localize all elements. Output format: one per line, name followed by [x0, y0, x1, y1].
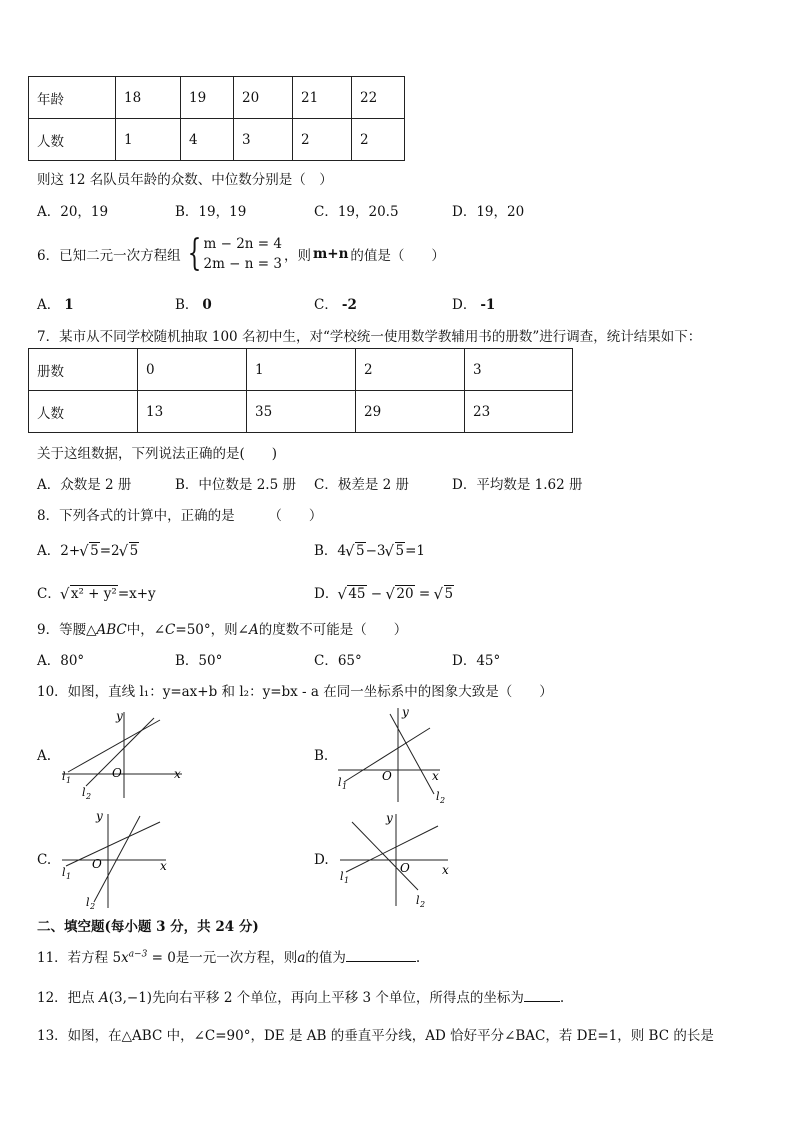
- q6-option-a: A． 1: [37, 297, 74, 313]
- q8-option-b: B．4√ 5−3√ 5=1: [314, 539, 425, 559]
- svg-text:1: 1: [66, 776, 72, 785]
- svg-text:l: l: [62, 866, 66, 879]
- table-cell: 1: [116, 119, 181, 161]
- q9-option-d: D．45°: [452, 653, 501, 669]
- graph-a: [60, 708, 186, 800]
- graph-d: [336, 810, 454, 910]
- svg-text:1: 1: [344, 876, 350, 885]
- svg-text:l: l: [338, 776, 342, 789]
- q6-option-b: B． 0: [175, 297, 212, 313]
- svg-text:l: l: [416, 894, 420, 907]
- answer-blank[interactable]: [346, 961, 416, 962]
- q9-option-b: B．50°: [175, 653, 223, 669]
- sqrt-symbol: √ 5: [435, 586, 455, 602]
- q6-option-d: D． -1: [452, 297, 496, 313]
- q7-option-b: B．中位数是 2.5 册: [175, 477, 296, 493]
- answer-blank[interactable]: [524, 1001, 560, 1002]
- svg-text:l: l: [62, 770, 66, 783]
- table-cell: 2: [356, 349, 465, 391]
- q5-option-a: A．20，19: [37, 204, 109, 220]
- svg-text:x: x: [160, 859, 167, 873]
- table-cell: 13: [138, 391, 247, 433]
- svg-text:1: 1: [66, 872, 72, 881]
- svg-text:x: x: [442, 863, 449, 877]
- sqrt-symbol: √ 20: [386, 586, 414, 602]
- svg-text:2: 2: [420, 900, 426, 909]
- table-cell: 0: [138, 349, 247, 391]
- q10-label-d: D.: [314, 852, 329, 868]
- q6-prefix: 6．已知二元一次方程组: [37, 248, 181, 264]
- q9-option-c: C．65°: [314, 653, 362, 669]
- q6-suffix-bold: m+n: [312, 246, 349, 262]
- sqrt-symbol: √ 5: [80, 543, 100, 559]
- svg-text:y: y: [116, 709, 123, 723]
- table-cell: 人数: [29, 391, 138, 433]
- q7-question: 关于这组数据，下列说法正确的是( ): [37, 446, 278, 462]
- sqrt-symbol: √ 5: [346, 543, 366, 559]
- svg-text:y: y: [402, 705, 409, 719]
- q11-stem: 11．若方程 $5x^{a-3} = 0$是一元一次方程，则a的值为 .: [37, 949, 421, 966]
- sqrt-symbol: √ 5: [386, 543, 406, 559]
- svg-text:l: l: [340, 870, 344, 883]
- table-cell: 18: [116, 77, 181, 119]
- q10-label-b: B.: [314, 748, 329, 764]
- equation-system: [183, 234, 282, 274]
- q10-stem: 10．如图，直线 l₁：y=ax+b 和 l₂：y=bx - a 在同一坐标系中的图象大致是（ ）: [37, 684, 553, 700]
- q13-stem: 13．如图，在△ABC 中，∠C=90°，DE 是 AB 的垂直平分线，AD 恰好平分∠BAC，若 DE=1，则 BC 的长是: [37, 1028, 714, 1044]
- q5-stem: 则这 12 名队员年龄的众数、中位数分别是（ ）: [37, 172, 333, 188]
- equation-2: 2m − n = 3: [203, 256, 282, 272]
- q6-suffix-pre: ，则: [283, 248, 311, 264]
- q7-option-d: D．平均数是 1.62 册: [452, 477, 583, 493]
- svg-text:l: l: [86, 896, 90, 909]
- table-cell: 19: [181, 77, 234, 119]
- q5-option-b: B．19，19: [175, 204, 247, 220]
- svg-text:O: O: [92, 857, 102, 871]
- table-cell: 3: [234, 119, 293, 161]
- table-cell: 人数: [29, 119, 116, 161]
- q12-stem: 12．把点 A(3,−1)先向右平移 2 个单位，再向上平移 3 个单位，所得点的坐标为 .: [37, 990, 565, 1006]
- table-cell: 1: [247, 349, 356, 391]
- graph-b: [336, 704, 446, 804]
- sqrt-symbol: √ 5: [120, 543, 140, 559]
- q7-stem: 7．某市从不同学校随机抽取 100 名初中生，对“学校统一使用数学教辅用书的册数”进行调查，统计结果如下：: [37, 329, 702, 345]
- svg-text:l: l: [82, 786, 86, 799]
- equation-1: m − 2n = 4: [203, 236, 282, 252]
- q7-option-c: C．极差是 2 册: [314, 477, 410, 493]
- table-cell: 20: [234, 77, 293, 119]
- svg-text:O: O: [382, 769, 392, 783]
- table-cell: 2: [293, 119, 352, 161]
- svg-text:2: 2: [90, 902, 96, 910]
- svg-text:y: y: [96, 810, 103, 823]
- q10-label-c: C.: [37, 852, 52, 868]
- svg-text:x: x: [432, 769, 439, 783]
- svg-text:x: x: [174, 767, 181, 781]
- table-cell: 22: [352, 77, 405, 119]
- table-cell: 35: [247, 391, 356, 433]
- section-title: 二、填空题(每小题 3 分，共 24 分): [37, 919, 259, 935]
- books-table: [28, 348, 573, 433]
- age-table: [28, 76, 405, 161]
- q8-option-d: D．√ 45 − √ 20 = √ 5: [314, 582, 454, 602]
- sqrt-symbol: √ 45: [338, 586, 366, 602]
- q5-option-c: C．19，20.5: [314, 204, 399, 220]
- table-cell: 年龄: [29, 77, 116, 119]
- table-cell: 4: [181, 119, 234, 161]
- svg-text:2: 2: [440, 796, 446, 804]
- q8-option-c: C．√ x² + y²=x+y: [37, 582, 156, 602]
- q6-stem: [37, 232, 445, 276]
- q9-stem: 9．等腰△ABC中，∠C=50°，则∠A的度数不可能是（ ）: [37, 622, 408, 638]
- q10-label-a: A.: [37, 748, 52, 764]
- q8-stem: 8．下列各式的计算中，正确的是 （ ）: [37, 508, 323, 524]
- q7-option-a: A．众数是 2 册: [37, 477, 132, 493]
- q6-option-c: C． -2: [314, 297, 357, 313]
- q6-suffix-post: 的值是（ ）: [350, 248, 445, 264]
- q5-option-d: D．19，20: [452, 204, 525, 220]
- table-cell: 册数: [29, 349, 138, 391]
- q9-option-a: A．80°: [37, 653, 85, 669]
- table-cell: 29: [356, 391, 465, 433]
- table-cell: 23: [465, 391, 573, 433]
- svg-text:O: O: [400, 861, 410, 875]
- table-cell: 3: [465, 349, 573, 391]
- svg-text:O: O: [112, 766, 122, 780]
- brace-icon: {: [187, 233, 201, 274]
- svg-text:y: y: [386, 811, 393, 825]
- graph-c: [60, 810, 172, 910]
- table-cell: 2: [352, 119, 405, 161]
- sqrt-symbol: √ x² + y²: [61, 586, 118, 602]
- svg-text:l: l: [436, 790, 440, 803]
- table-cell: 21: [293, 77, 352, 119]
- svg-text:2: 2: [86, 792, 92, 800]
- q8-option-a: A．2+√ 5=2√ 5: [37, 539, 139, 559]
- svg-text:1: 1: [342, 782, 348, 791]
